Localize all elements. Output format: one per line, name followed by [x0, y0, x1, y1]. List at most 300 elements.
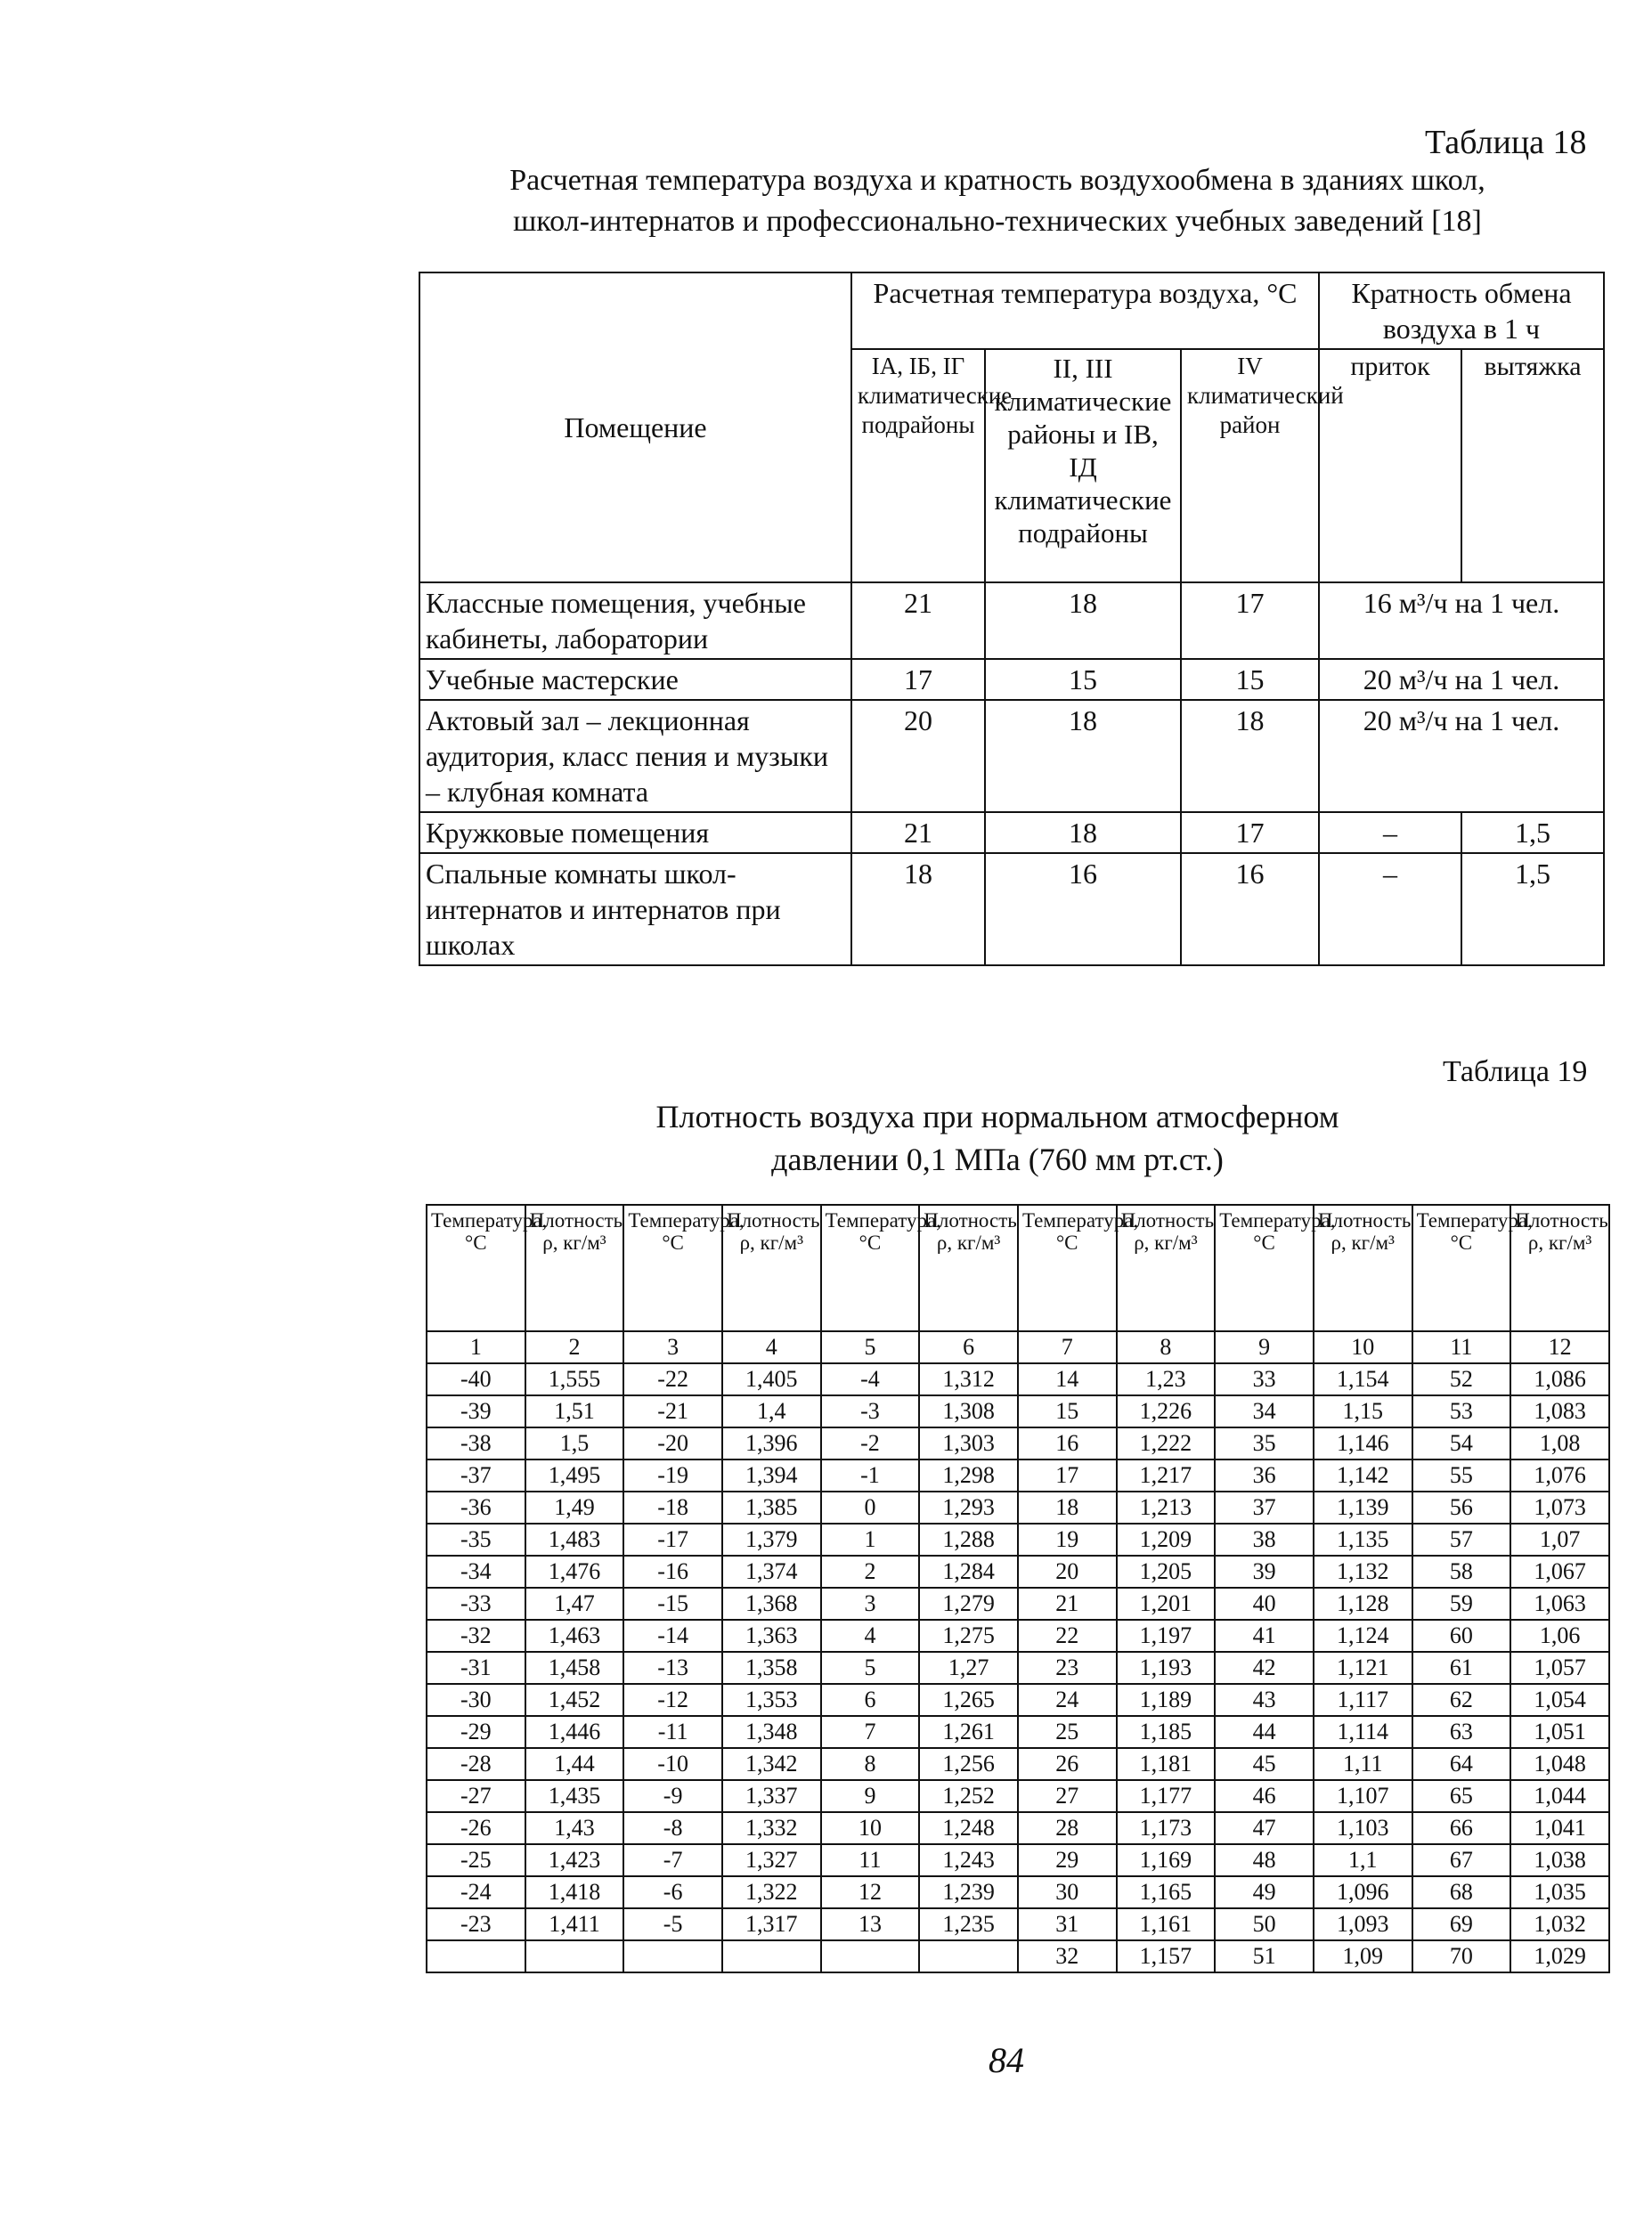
- density-cell: 1,057: [1510, 1652, 1609, 1684]
- column-number: 8: [1117, 1331, 1216, 1363]
- density-cell: 1,217: [1117, 1459, 1216, 1492]
- density-cell: 1,189: [1117, 1684, 1216, 1716]
- temp-zone2-cell: 18: [985, 700, 1181, 812]
- inflow-cell: –: [1319, 853, 1461, 965]
- density-cell: 1,029: [1510, 1940, 1609, 1972]
- density-cell: 1,093: [1314, 1908, 1412, 1940]
- density-cell: 1,303: [919, 1427, 1018, 1459]
- room-name-cell: Классные помещения, учебные кабинеты, лаборатории: [419, 582, 851, 659]
- table19-row: [427, 1556, 1609, 1588]
- density-cell: 1,235: [919, 1908, 1018, 1940]
- temperature-cell: -28: [427, 1748, 525, 1780]
- table19-row: [427, 1876, 1609, 1908]
- density-cell: 1,363: [722, 1620, 821, 1652]
- temp-zone2-cell: 18: [985, 582, 1181, 659]
- temperature-cell: -29: [427, 1716, 525, 1748]
- density-cell: 1,128: [1314, 1588, 1412, 1620]
- table19-row: [427, 1588, 1609, 1620]
- density-cell: 1,49: [525, 1492, 624, 1524]
- temperature-cell: 58: [1412, 1556, 1511, 1588]
- temperature-cell: -21: [623, 1395, 722, 1427]
- density-cell: 1,23: [1117, 1363, 1216, 1395]
- header-temperature: Температура, °С: [821, 1205, 920, 1331]
- temperature-cell: 39: [1215, 1556, 1314, 1588]
- temperature-cell: [821, 1940, 920, 1972]
- temperature-cell: 30: [1018, 1876, 1117, 1908]
- table19-title-line1: Плотность воздуха при нормальном атмосферном: [655, 1099, 1339, 1134]
- table19-row: [427, 1620, 1609, 1652]
- density-cell: 1,423: [525, 1844, 624, 1876]
- temperature-cell: 0: [821, 1492, 920, 1524]
- temperature-cell: 40: [1215, 1588, 1314, 1620]
- temperature-cell: -39: [427, 1395, 525, 1427]
- temperature-cell: 18: [1018, 1492, 1117, 1524]
- temperature-cell: -38: [427, 1427, 525, 1459]
- density-cell: 1,076: [1510, 1459, 1609, 1492]
- header-exchange-group: Кратность обмена воздуха в 1 ч: [1319, 272, 1604, 349]
- temperature-cell: 43: [1215, 1684, 1314, 1716]
- table18-title-line2: школ-интернатов и профессионально-технических учебных заведений [18]: [513, 205, 1482, 238]
- temperature-cell: 1: [821, 1524, 920, 1556]
- header-exhaust: вытяжка: [1461, 349, 1604, 582]
- temperature-cell: 32: [1018, 1940, 1117, 1972]
- header-density: Плотность ρ, кг/м³: [1117, 1205, 1216, 1331]
- density-cell: 1,142: [1314, 1459, 1412, 1492]
- density-cell: 1,117: [1314, 1684, 1412, 1716]
- density-cell: 1,47: [525, 1588, 624, 1620]
- temp-zone1-cell: 21: [851, 582, 985, 659]
- table19-row: [427, 1492, 1609, 1524]
- temperature-cell: 19: [1018, 1524, 1117, 1556]
- temperature-cell: 67: [1412, 1844, 1511, 1876]
- table19-row: [427, 1748, 1609, 1780]
- density-cell: 1,284: [919, 1556, 1018, 1588]
- density-cell: 1,374: [722, 1556, 821, 1588]
- temperature-cell: -11: [623, 1716, 722, 1748]
- density-cell: 1,032: [1510, 1908, 1609, 1940]
- density-cell: 1,256: [919, 1748, 1018, 1780]
- density-cell: 1,139: [1314, 1492, 1412, 1524]
- table19-row: [427, 1524, 1609, 1556]
- density-cell: 1,157: [1117, 1940, 1216, 1972]
- table19: [426, 1204, 1610, 1973]
- header-density: Плотность ρ, кг/м³: [1510, 1205, 1609, 1331]
- table19-row: [427, 1459, 1609, 1492]
- table19-row: [427, 1780, 1609, 1812]
- header-density: Плотность ρ, кг/м³: [919, 1205, 1018, 1331]
- table19-row: [427, 1652, 1609, 1684]
- table19-row: [427, 1940, 1609, 1972]
- density-cell: 1,035: [1510, 1876, 1609, 1908]
- table19-row: [427, 1716, 1609, 1748]
- temperature-cell: 56: [1412, 1492, 1511, 1524]
- density-cell: 1,396: [722, 1427, 821, 1459]
- density-cell: 1,197: [1117, 1620, 1216, 1652]
- temperature-cell: [427, 1940, 525, 1972]
- temperature-cell: 48: [1215, 1844, 1314, 1876]
- temp-zone1-cell: 18: [851, 853, 985, 965]
- temperature-cell: -12: [623, 1684, 722, 1716]
- header-temperature: Температура, °С: [623, 1205, 722, 1331]
- density-cell: 1,555: [525, 1363, 624, 1395]
- header-temperature: Температура, °С: [1018, 1205, 1117, 1331]
- temperature-cell: -24: [427, 1876, 525, 1908]
- column-number: 12: [1510, 1331, 1609, 1363]
- density-cell: 1,135: [1314, 1524, 1412, 1556]
- density-cell: 1,332: [722, 1812, 821, 1844]
- temperature-cell: -16: [623, 1556, 722, 1588]
- density-cell: 1,418: [525, 1876, 624, 1908]
- temperature-cell: -37: [427, 1459, 525, 1492]
- density-cell: [919, 1940, 1018, 1972]
- inflow-cell: –: [1319, 812, 1461, 853]
- temperature-cell: 24: [1018, 1684, 1117, 1716]
- temp-zone3-cell: 17: [1181, 582, 1319, 659]
- room-name-cell: Учебные мастерские: [419, 659, 851, 700]
- density-cell: 1,161: [1117, 1908, 1216, 1940]
- table18-row: [419, 582, 1604, 659]
- density-cell: 1,222: [1117, 1427, 1216, 1459]
- density-cell: 1,308: [919, 1395, 1018, 1427]
- temperature-cell: 34: [1215, 1395, 1314, 1427]
- density-cell: 1,09: [1314, 1940, 1412, 1972]
- temp-zone3-cell: 15: [1181, 659, 1319, 700]
- temperature-cell: -5: [623, 1908, 722, 1940]
- header-temperature-group: Расчетная температура воздуха, °С: [851, 272, 1319, 349]
- header-room: Помещение: [419, 272, 851, 582]
- density-cell: 1,154: [1314, 1363, 1412, 1395]
- header-subcol-1: IА, IБ, IГ климатические подрайоны: [851, 349, 985, 582]
- temperature-cell: 53: [1412, 1395, 1511, 1427]
- density-cell: 1,239: [919, 1876, 1018, 1908]
- temperature-cell: -32: [427, 1620, 525, 1652]
- column-number: 6: [919, 1331, 1018, 1363]
- density-cell: 1,476: [525, 1556, 624, 1588]
- temperature-cell: 51: [1215, 1940, 1314, 1972]
- temperature-cell: -18: [623, 1492, 722, 1524]
- temperature-cell: -17: [623, 1524, 722, 1556]
- temp-zone2-cell: 15: [985, 659, 1181, 700]
- density-cell: 1,213: [1117, 1492, 1216, 1524]
- density-cell: 1,086: [1510, 1363, 1609, 1395]
- temperature-cell: 22: [1018, 1620, 1117, 1652]
- density-cell: 1,063: [1510, 1588, 1609, 1620]
- density-cell: 1,146: [1314, 1427, 1412, 1459]
- column-number: 9: [1215, 1331, 1314, 1363]
- density-cell: 1,201: [1117, 1588, 1216, 1620]
- temperature-cell: 49: [1215, 1876, 1314, 1908]
- temperature-cell: 28: [1018, 1812, 1117, 1844]
- table18-title: [374, 160, 1621, 242]
- density-cell: 1,08: [1510, 1427, 1609, 1459]
- density-cell: 1,411: [525, 1908, 624, 1940]
- density-cell: 1,051: [1510, 1716, 1609, 1748]
- column-number: 3: [623, 1331, 722, 1363]
- density-cell: 1,495: [525, 1459, 624, 1492]
- density-cell: 1,205: [1117, 1556, 1216, 1588]
- density-cell: 1,177: [1117, 1780, 1216, 1812]
- column-number: 4: [722, 1331, 821, 1363]
- temperature-cell: 38: [1215, 1524, 1314, 1556]
- temperature-cell: 68: [1412, 1876, 1511, 1908]
- temperature-cell: -30: [427, 1684, 525, 1716]
- temperature-cell: 29: [1018, 1844, 1117, 1876]
- temperature-cell: 57: [1412, 1524, 1511, 1556]
- density-cell: 1,452: [525, 1684, 624, 1716]
- density-cell: 1,114: [1314, 1716, 1412, 1748]
- room-name-cell: Актовый зал – лекционная аудитория, класс пения и музыки – клубная комната: [419, 700, 851, 812]
- density-cell: 1,51: [525, 1395, 624, 1427]
- temperature-cell: -6: [623, 1876, 722, 1908]
- header-subcol-2: II, III климатические районы и IВ, IД климатические подрайоны: [985, 349, 1181, 582]
- temperature-cell: -3: [821, 1395, 920, 1427]
- density-cell: 1,4: [722, 1395, 821, 1427]
- temperature-cell: 4: [821, 1620, 920, 1652]
- temperature-cell: 3: [821, 1588, 920, 1620]
- temp-zone1-cell: 21: [851, 812, 985, 853]
- air-exchange-cell: 20 м³/ч на 1 чел.: [1319, 659, 1604, 700]
- temperature-cell: 7: [821, 1716, 920, 1748]
- temperature-cell: 33: [1215, 1363, 1314, 1395]
- temperature-cell: 31: [1018, 1908, 1117, 1940]
- table19-row: [427, 1427, 1609, 1459]
- table19-label: Таблица 19: [1443, 1055, 1588, 1088]
- temperature-cell: -1: [821, 1459, 920, 1492]
- temperature-cell: -27: [427, 1780, 525, 1812]
- temperature-cell: 23: [1018, 1652, 1117, 1684]
- temp-zone3-cell: 17: [1181, 812, 1319, 853]
- table19-title: [534, 1095, 1461, 1181]
- temperature-cell: -13: [623, 1652, 722, 1684]
- temperature-cell: 6: [821, 1684, 920, 1716]
- density-cell: 1,07: [1510, 1524, 1609, 1556]
- column-number: 7: [1018, 1331, 1117, 1363]
- page-number: 84: [989, 2040, 1024, 2080]
- density-cell: 1,06: [1510, 1620, 1609, 1652]
- temperature-cell: -4: [821, 1363, 920, 1395]
- density-cell: 1,193: [1117, 1652, 1216, 1684]
- density-cell: 1,379: [722, 1524, 821, 1556]
- temperature-cell: -2: [821, 1427, 920, 1459]
- density-cell: 1,209: [1117, 1524, 1216, 1556]
- column-number: 1: [427, 1331, 525, 1363]
- temperature-cell: 63: [1412, 1716, 1511, 1748]
- density-cell: 1,353: [722, 1684, 821, 1716]
- table18: [419, 272, 1605, 966]
- temperature-cell: 10: [821, 1812, 920, 1844]
- header-temperature: Температура, °С: [1412, 1205, 1511, 1331]
- temperature-cell: 50: [1215, 1908, 1314, 1940]
- density-cell: 1,27: [919, 1652, 1018, 1684]
- density-cell: 1,096: [1314, 1876, 1412, 1908]
- temperature-cell: 14: [1018, 1363, 1117, 1395]
- temperature-cell: 20: [1018, 1556, 1117, 1588]
- density-cell: 1,054: [1510, 1684, 1609, 1716]
- density-cell: 1,435: [525, 1780, 624, 1812]
- temperature-cell: 47: [1215, 1812, 1314, 1844]
- header-inflow: приток: [1319, 349, 1461, 582]
- header-density: Плотность ρ, кг/м³: [525, 1205, 624, 1331]
- header-density: Плотность ρ, кг/м³: [722, 1205, 821, 1331]
- temperature-cell: -25: [427, 1844, 525, 1876]
- density-cell: 1,275: [919, 1620, 1018, 1652]
- temperature-cell: 27: [1018, 1780, 1117, 1812]
- density-cell: 1,107: [1314, 1780, 1412, 1812]
- temperature-cell: 61: [1412, 1652, 1511, 1684]
- temperature-cell: 37: [1215, 1492, 1314, 1524]
- density-cell: 1,337: [722, 1780, 821, 1812]
- density-cell: 1,405: [722, 1363, 821, 1395]
- temperature-cell: 52: [1412, 1363, 1511, 1395]
- density-cell: [525, 1940, 624, 1972]
- temperature-cell: 36: [1215, 1459, 1314, 1492]
- temperature-cell: 54: [1412, 1427, 1511, 1459]
- header-subcol-3: IV климатический район: [1181, 349, 1319, 582]
- density-cell: 1,327: [722, 1844, 821, 1876]
- header-temperature: Температура, °С: [1215, 1205, 1314, 1331]
- density-cell: 1,048: [1510, 1748, 1609, 1780]
- temperature-cell: -19: [623, 1459, 722, 1492]
- density-cell: 1,1: [1314, 1844, 1412, 1876]
- header-temperature: Температура, °С: [427, 1205, 525, 1331]
- table19-row: [427, 1395, 1609, 1427]
- temperature-cell: 25: [1018, 1716, 1117, 1748]
- table19-title-line2: давлении 0,1 МПа (760 мм рт.ст.): [771, 1142, 1224, 1177]
- density-cell: 1,298: [919, 1459, 1018, 1492]
- table18-title-line1: Расчетная температура воздуха и кратность воздухообмена в зданиях школ,: [509, 164, 1485, 197]
- density-cell: 1,368: [722, 1588, 821, 1620]
- density-cell: 1,041: [1510, 1812, 1609, 1844]
- temperature-cell: 15: [1018, 1395, 1117, 1427]
- temperature-cell: -36: [427, 1492, 525, 1524]
- table18-row: [419, 700, 1604, 812]
- density-cell: 1,394: [722, 1459, 821, 1492]
- density-cell: 1,348: [722, 1716, 821, 1748]
- table18-row: [419, 659, 1604, 700]
- density-cell: 1,312: [919, 1363, 1018, 1395]
- density-cell: [722, 1940, 821, 1972]
- exhaust-cell: 1,5: [1461, 853, 1604, 965]
- temp-zone1-cell: 20: [851, 700, 985, 812]
- density-cell: 1,458: [525, 1652, 624, 1684]
- density-cell: 1,185: [1117, 1716, 1216, 1748]
- temperature-cell: 12: [821, 1876, 920, 1908]
- table19-row: [427, 1812, 1609, 1844]
- temperature-cell: 11: [821, 1844, 920, 1876]
- column-number: 11: [1412, 1331, 1511, 1363]
- header-density: Плотность ρ, кг/м³: [1314, 1205, 1412, 1331]
- exhaust-cell: 1,5: [1461, 812, 1604, 853]
- temperature-cell: -26: [427, 1812, 525, 1844]
- density-cell: 1,43: [525, 1812, 624, 1844]
- temperature-cell: -14: [623, 1620, 722, 1652]
- room-name-cell: Кружковые помещения: [419, 812, 851, 853]
- temperature-cell: -7: [623, 1844, 722, 1876]
- column-number: 5: [821, 1331, 920, 1363]
- density-cell: 1,358: [722, 1652, 821, 1684]
- density-cell: 1,132: [1314, 1556, 1412, 1588]
- density-cell: 1,226: [1117, 1395, 1216, 1427]
- temp-zone3-cell: 18: [1181, 700, 1319, 812]
- table19-row: [427, 1844, 1609, 1876]
- temperature-cell: 45: [1215, 1748, 1314, 1780]
- temperature-cell: -40: [427, 1363, 525, 1395]
- air-exchange-cell: 16 м³/ч на 1 чел.: [1319, 582, 1604, 659]
- temperature-cell: 42: [1215, 1652, 1314, 1684]
- density-cell: 1,483: [525, 1524, 624, 1556]
- density-cell: 1,124: [1314, 1620, 1412, 1652]
- density-cell: 1,288: [919, 1524, 1018, 1556]
- density-cell: 1,173: [1117, 1812, 1216, 1844]
- density-cell: 1,446: [525, 1716, 624, 1748]
- temperature-cell: -10: [623, 1748, 722, 1780]
- density-cell: 1,342: [722, 1748, 821, 1780]
- table19-row: [427, 1363, 1609, 1395]
- temperature-cell: 69: [1412, 1908, 1511, 1940]
- temperature-cell: 65: [1412, 1780, 1511, 1812]
- temperature-cell: 41: [1215, 1620, 1314, 1652]
- temperature-cell: 35: [1215, 1427, 1314, 1459]
- temperature-cell: 21: [1018, 1588, 1117, 1620]
- density-cell: 1,181: [1117, 1748, 1216, 1780]
- density-cell: 1,293: [919, 1492, 1018, 1524]
- table19-row: [427, 1908, 1609, 1940]
- temperature-cell: -35: [427, 1524, 525, 1556]
- density-cell: 1,463: [525, 1620, 624, 1652]
- temperature-cell: 59: [1412, 1588, 1511, 1620]
- temperature-cell: 70: [1412, 1940, 1511, 1972]
- density-cell: 1,265: [919, 1684, 1018, 1716]
- density-cell: 1,11: [1314, 1748, 1412, 1780]
- table18-row: [419, 812, 1604, 853]
- room-name-cell: Спальные комнаты школ-интернатов и интернатов при школах: [419, 853, 851, 965]
- density-cell: 1,044: [1510, 1780, 1609, 1812]
- temperature-cell: 2: [821, 1556, 920, 1588]
- density-cell: 1,038: [1510, 1844, 1609, 1876]
- temperature-cell: 8: [821, 1748, 920, 1780]
- temperature-cell: 16: [1018, 1427, 1117, 1459]
- temperature-cell: -22: [623, 1363, 722, 1395]
- density-cell: 1,317: [722, 1908, 821, 1940]
- density-cell: 1,15: [1314, 1395, 1412, 1427]
- temperature-cell: -33: [427, 1588, 525, 1620]
- temperature-cell: -9: [623, 1780, 722, 1812]
- temp-zone2-cell: 16: [985, 853, 1181, 965]
- density-cell: 1,252: [919, 1780, 1018, 1812]
- temp-zone1-cell: 17: [851, 659, 985, 700]
- air-exchange-cell: 20 м³/ч на 1 чел.: [1319, 700, 1604, 812]
- temperature-cell: 26: [1018, 1748, 1117, 1780]
- density-cell: 1,5: [525, 1427, 624, 1459]
- density-cell: 1,261: [919, 1716, 1018, 1748]
- table18-row: [419, 853, 1604, 965]
- temperature-cell: 66: [1412, 1812, 1511, 1844]
- density-cell: 1,083: [1510, 1395, 1609, 1427]
- temperature-cell: -20: [623, 1427, 722, 1459]
- temperature-cell: 46: [1215, 1780, 1314, 1812]
- temperature-cell: -31: [427, 1652, 525, 1684]
- density-cell: 1,165: [1117, 1876, 1216, 1908]
- temperature-cell: 44: [1215, 1716, 1314, 1748]
- temperature-cell: 55: [1412, 1459, 1511, 1492]
- density-cell: 1,243: [919, 1844, 1018, 1876]
- temperature-cell: 17: [1018, 1459, 1117, 1492]
- temperature-cell: 9: [821, 1780, 920, 1812]
- temperature-cell: 64: [1412, 1748, 1511, 1780]
- temp-zone3-cell: 16: [1181, 853, 1319, 965]
- temperature-cell: -15: [623, 1588, 722, 1620]
- temperature-cell: 5: [821, 1652, 920, 1684]
